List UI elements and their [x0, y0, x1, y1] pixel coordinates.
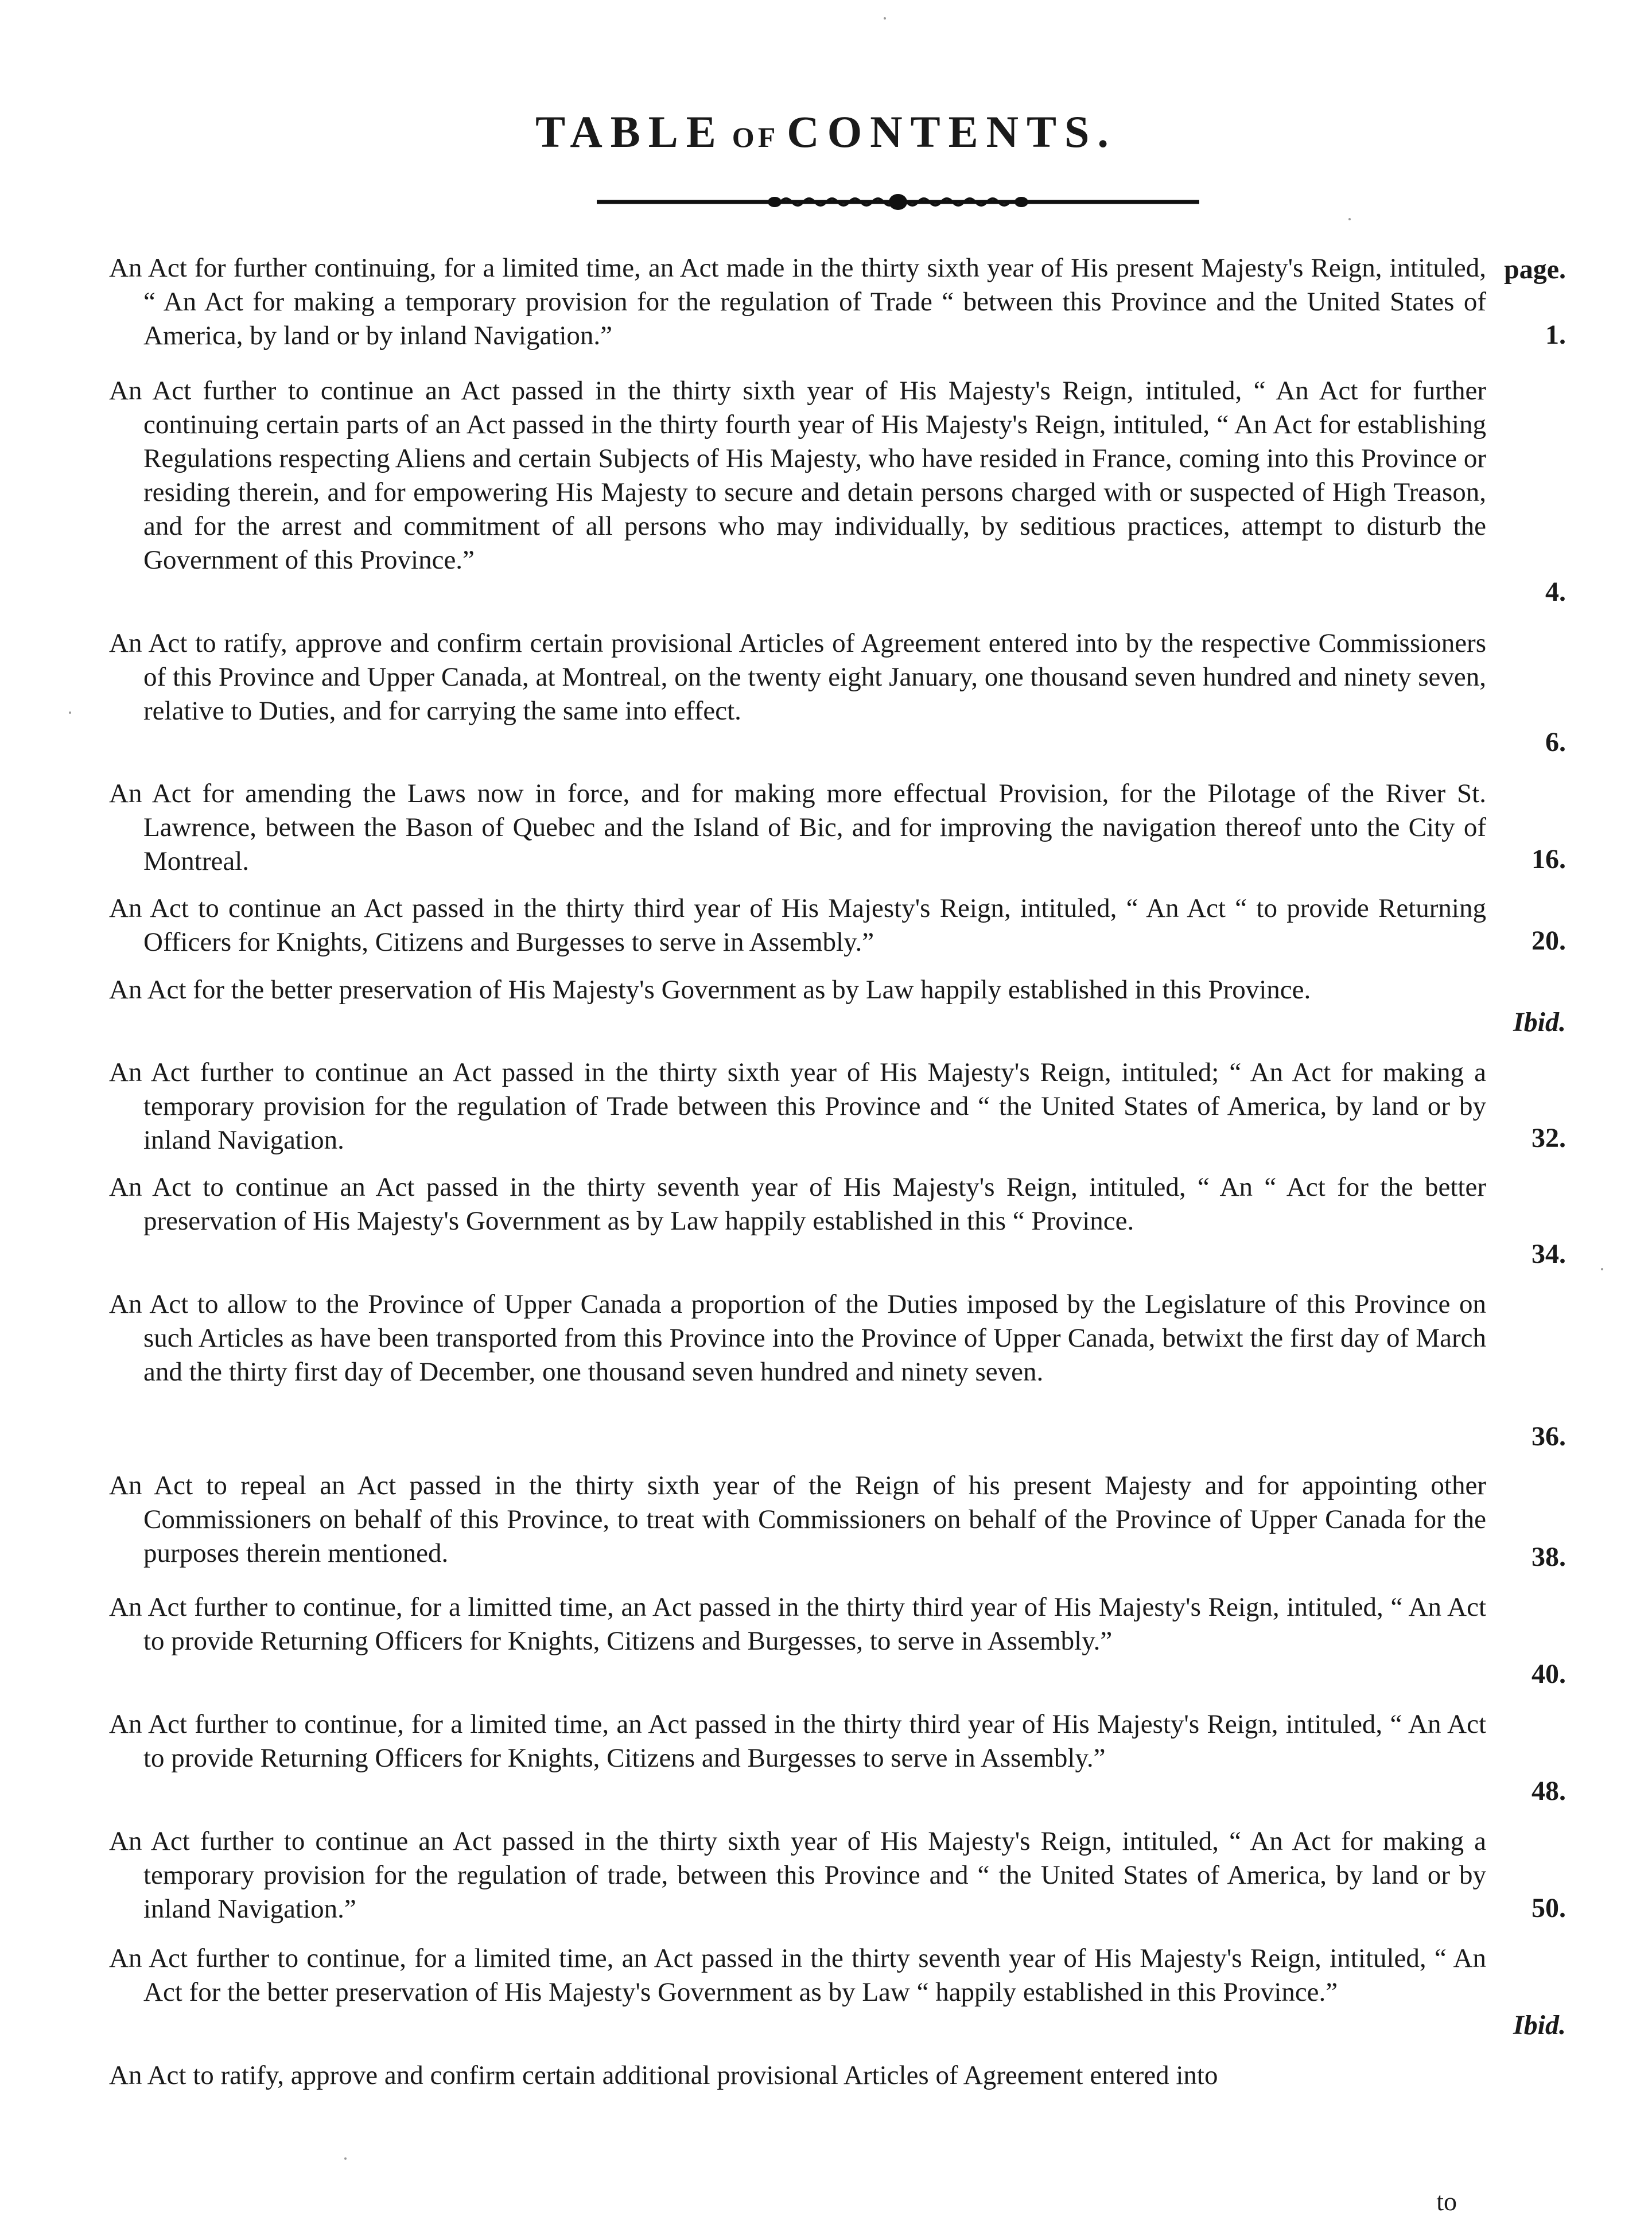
toc-page-number: 38.: [1531, 1542, 1566, 1572]
toc-entry: An Act further to continue an Act passed in the thirty sixth year of His Majesty's Reign, intituled; “ An Act for making a temporary provision for the regulation of Trade between this Province and “ the United States of America, by land or by inland Navigation.: [109, 1057, 1486, 1155]
toc-entry: An Act to continue an Act passed in the thirty third year of His Majesty's Reign, intituled, “ An Act “ to provide Returning Officers for Knights, Citizens and Burgesses to serve in Assembly.”: [109, 893, 1486, 957]
title-word-table: TABLE: [535, 107, 724, 157]
toc-page-number: 4.: [1545, 577, 1566, 607]
paper-speck: [884, 17, 886, 20]
toc-page-number: 20.: [1531, 926, 1566, 956]
toc-page-number: Ibid.: [1513, 2010, 1566, 2040]
toc-entry: An Act to allow to the Province of Upper Canada a proportion of the Duties imposed by the Legislature of this Province on such Articles as have been transported from this Province into the Province of Upper Canada, betwixt the first day of March and the thirty first day of December, one thousand seven hundred and ninety seven.: [109, 1289, 1486, 1387]
toc-entry: An Act for the better preservation of His Majesty's Government as by Law happily established in this Province.: [109, 975, 1311, 1005]
toc-page-number: 34.: [1531, 1239, 1566, 1269]
title-word-contents: CONTENTS.: [787, 107, 1117, 157]
toc-page-number: 40.: [1531, 1659, 1566, 1689]
toc-entry: An Act further to continue, for a limited time, an Act passed in the thirty third year of His Majesty's Reign, intituled, “ An Act to provide Returning Officers for Knights, Citizens and Burgesses to serve in Assembly.”: [109, 1709, 1486, 1773]
toc-page-number: 50.: [1531, 1893, 1566, 1923]
toc-page-number: 36.: [1531, 1421, 1566, 1452]
ornament-rule: [597, 189, 1199, 212]
toc-entry: An Act to ratify, approve and confirm certain provisional Articles of Agreement entered into by the respective Commissioners of this Province and Upper Canada, at Montreal, on the twenty eight January, one thousand seven hundred and ninety seven, relative to Duties, and for carrying the same into effect.: [109, 628, 1486, 726]
toc-entry: An Act to ratify, approve and confirm certain additional provisional Articles of Agreement entered into: [109, 2060, 1218, 2090]
toc-entry: An Act for amending the Laws now in force, and for making more effectual Provision, for the Pilotage of the River St. Lawrence, between the Bason of Quebec and the Island of Bic, and for improving the navigation thereof unto the City of Montreal.: [109, 779, 1486, 876]
toc-entry: An Act for further continuing, for a limited time, an Act made in the thirty sixth year of His present Majesty's Reign, intituled, “ An Act for making a temporary provision for the regulation of Trade “ between this Province and the United States of America, by land or by inland Navigation.”: [109, 253, 1486, 351]
toc-page-number: 48.: [1531, 1776, 1566, 1806]
toc-entry: An Act to continue an Act passed in the thirty seventh year of His Majesty's Reign, intituled, “ An “ Act for the better preservation of His Majesty's Government as by Law happily established in this “ Province.: [109, 1172, 1486, 1236]
toc-page-number: 6.: [1545, 727, 1566, 757]
toc-entry: An Act to repeal an Act passed in the thirty sixth year of the Reign of his present Majesty and for appointing other Commissioners on behalf of this Province, to treat with Commissioners on behalf of the Province of Upper Canada for the purposes therein mentioned.: [109, 1471, 1486, 1568]
catchword: to: [1436, 2187, 1457, 2216]
paper-speck: [344, 2157, 347, 2160]
toc-entry: An Act further to continue an Act passed in the thirty sixth year of His Majesty's Reign, intituled, “ An Act for further continuing certain parts of an Act passed in the thirty fourth year of His Majesty's Reign, intituled, “ An Act for establishing Regulations respecting Aliens and certain Subjects of His Majesty, who have resided in France, coming into this Province or residing therein, and for empowering His Majesty to secure and detain persons charged with or suspected of High Treason, and for the arrest and commitment of all persons who may individually, by seditious practices, attempt to disturb the Government of this Province.”: [109, 376, 1486, 575]
toc-entry: An Act further to continue, for a limited time, an Act passed in the thirty seventh year of His Majesty's Reign, intituled, “ An Act for the better preservation of His Majesty's Government as by Law “ happily established in this Province.”: [109, 1943, 1486, 2007]
toc-page-number: 32.: [1531, 1123, 1566, 1153]
toc-page-number: Ibid.: [1513, 1007, 1566, 1037]
toc-page-number: 1.: [1545, 320, 1566, 350]
paper-speck: [1348, 218, 1351, 220]
page-title: [0, 106, 1652, 158]
paper-speck: [1601, 1268, 1603, 1270]
toc-entry: An Act further to continue an Act passed in the thirty sixth year of His Majesty's Reign, intituled, “ An Act for making a temporary provision for the regulation of trade, between this Province and “ the United States of America, by land or by inland Navigation.”: [109, 1826, 1486, 1924]
toc-entry: An Act further to continue, for a limitted time, an Act passed in the thirty third year of His Majesty's Reign, intituled, “ An Act to provide Returning Officers for Knights, Citizens and Burgesses, to serve in Assembly.”: [109, 1592, 1486, 1656]
page-column-label: page.: [1504, 254, 1566, 285]
title-connector: OF: [732, 121, 779, 153]
toc-page-number: 16.: [1531, 844, 1566, 874]
paper-speck: [69, 711, 71, 714]
